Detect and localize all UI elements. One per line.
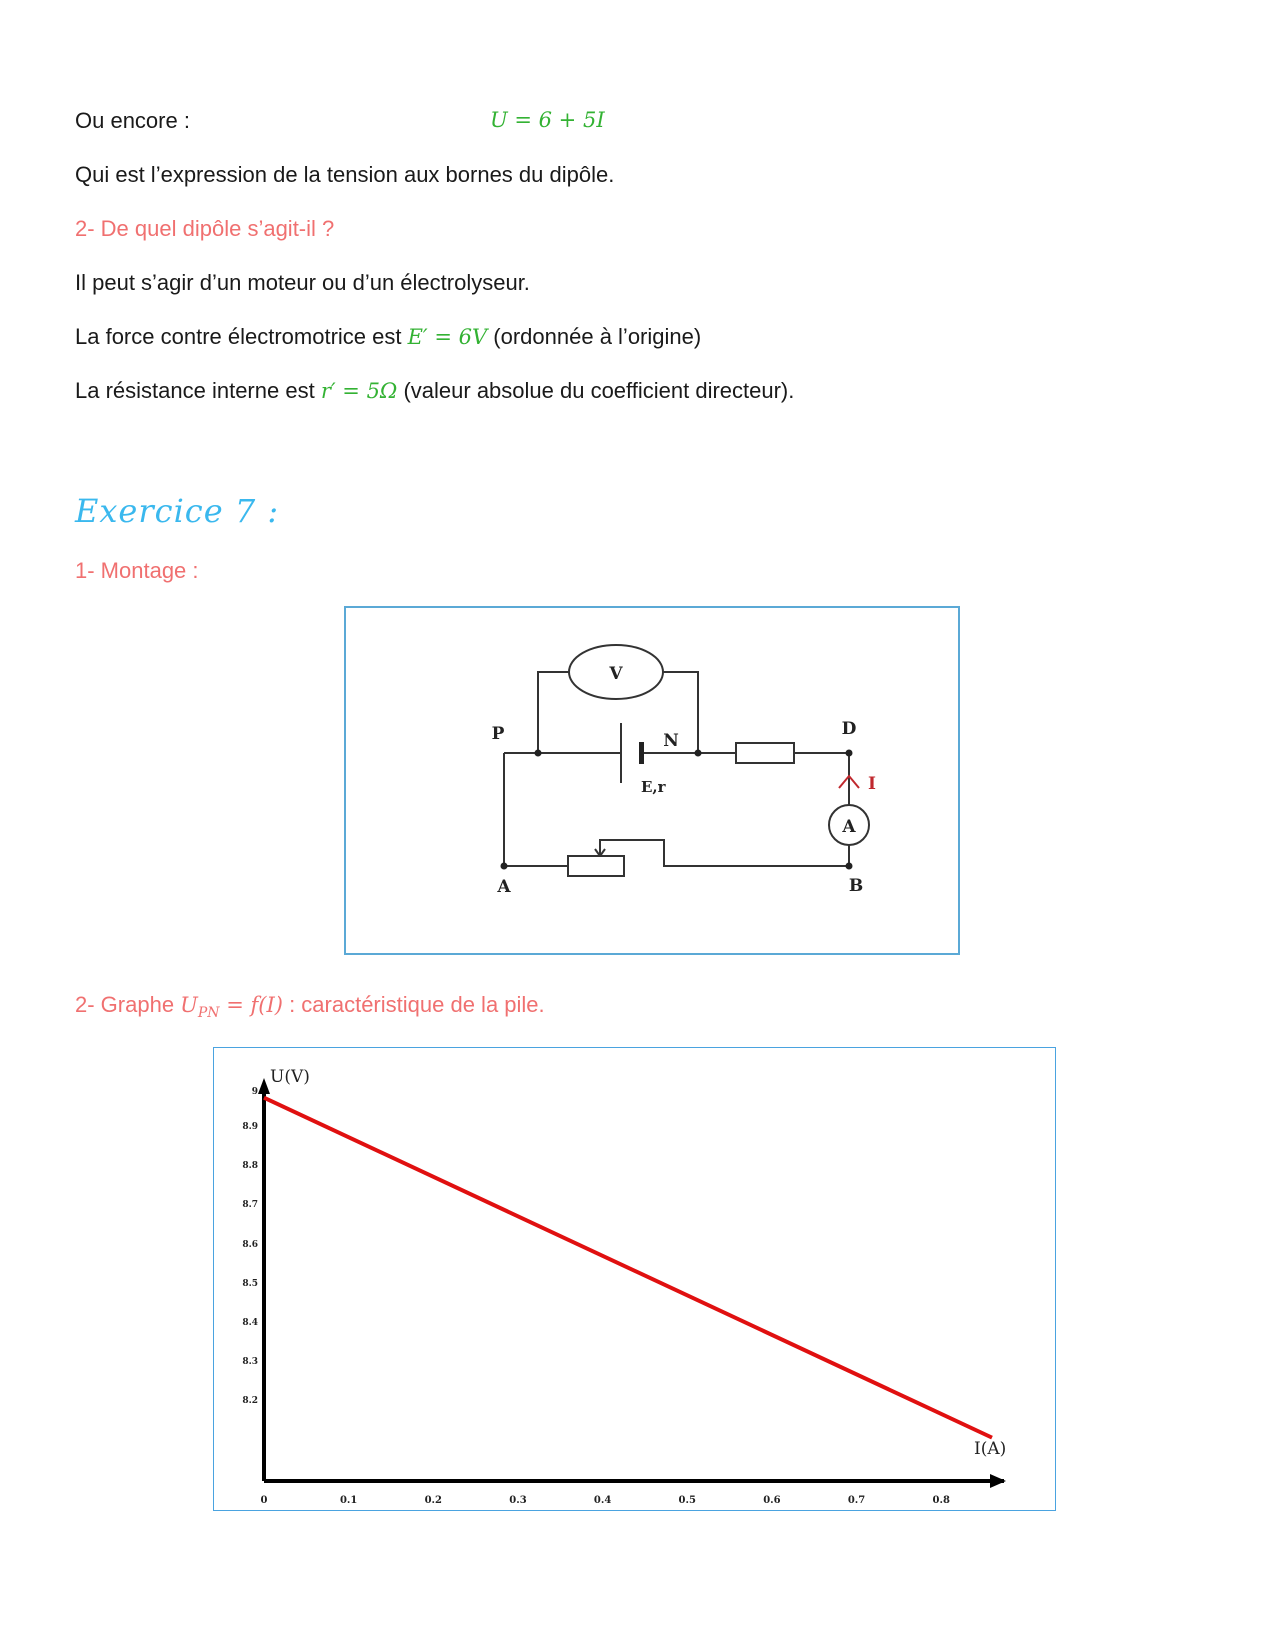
- emf-note: (ordonnée à l’origine): [487, 324, 702, 349]
- wire: [504, 753, 568, 866]
- resistor: [736, 743, 794, 763]
- resistance-note: (valeur absolue du coefficient directeur).: [397, 378, 795, 403]
- x-tick-label: 0.7: [847, 1495, 866, 1506]
- x-tick-label: 0: [260, 1495, 268, 1506]
- junction-dot: [501, 863, 508, 870]
- emf-value: E′ = 6V: [407, 325, 488, 349]
- y-tick-label: 8.7: [242, 1200, 258, 1210]
- question-heading: 2- De quel dipôle s’agit-il ?: [75, 216, 335, 241]
- resistance-line: [75, 378, 794, 404]
- junction-dot: [846, 750, 853, 757]
- y-tick-label: 8.9: [242, 1122, 258, 1132]
- voltmeter-label: V: [609, 664, 623, 684]
- step2-heading: [75, 992, 545, 1021]
- rheostat: [568, 856, 624, 876]
- y-axis-label: U(V): [270, 1067, 310, 1087]
- chart-svg: [214, 1048, 1054, 1508]
- x-axis-arrow: [990, 1474, 1006, 1488]
- emf-text: La force contre électromotrice est: [75, 324, 408, 349]
- y-axis-arrow: [258, 1078, 270, 1094]
- step2-u: U: [180, 993, 198, 1017]
- node-p-label: P: [491, 724, 505, 744]
- junction-dot: [695, 750, 702, 757]
- exercise-title: Exercice 7 :: [75, 492, 280, 530]
- junction-dot: [846, 863, 853, 870]
- equation-u: U = 6 + 5I: [490, 108, 605, 132]
- x-axis-label: I(A): [974, 1439, 1007, 1459]
- step2-sub: PN: [197, 1005, 220, 1022]
- equation-line: [75, 108, 605, 134]
- y-tick-label: 8.5: [242, 1279, 258, 1289]
- x-tick-label: 0.2: [424, 1495, 443, 1506]
- equation-label: Ou encore :: [75, 108, 190, 133]
- resistance-text: La résistance interne est: [75, 378, 321, 403]
- node-d-label: D: [841, 719, 857, 739]
- current-label: I: [868, 774, 876, 794]
- wire: [794, 753, 849, 805]
- wire: [600, 840, 849, 866]
- step2-f: = f(I): [219, 993, 283, 1017]
- node-n-label: N: [663, 731, 679, 751]
- x-tick-label: 0.5: [678, 1495, 696, 1506]
- y-tick-label: 8.3: [242, 1357, 258, 1367]
- x-tick-label: 0.1: [339, 1495, 358, 1506]
- x-tick-label: 0.6: [763, 1495, 781, 1506]
- y-tick-label: 8.2: [242, 1396, 258, 1406]
- battery-short-plate: [639, 742, 644, 764]
- step2-caption: : caractéristique de la pile.: [282, 992, 545, 1017]
- wire: [538, 672, 569, 753]
- emf-line: [75, 324, 701, 350]
- resistance-value: r′ = 5Ω: [320, 379, 398, 403]
- y-tick-label: 8.4: [242, 1318, 258, 1328]
- circuit-svg: [346, 608, 958, 953]
- step2-math: [180, 993, 283, 1022]
- junction-dot: [535, 750, 542, 757]
- step1-heading: 1- Montage :: [75, 558, 199, 583]
- x-tick-label: 0.3: [509, 1495, 527, 1506]
- text-line: Il peut s’agir d’un moteur ou d’un électrolyseur.: [75, 270, 530, 295]
- y-tick-label: 8.8: [242, 1161, 258, 1171]
- x-tick-label: 0.8: [932, 1495, 950, 1506]
- ammeter-label: A: [842, 817, 856, 837]
- battery-label: E,r: [641, 778, 666, 796]
- series-line: [264, 1098, 992, 1438]
- circuit-diagram: [344, 606, 960, 955]
- node-b-label: B: [848, 876, 864, 896]
- graph-panel: [213, 1047, 1056, 1511]
- y-tick-label: 8.6: [242, 1240, 258, 1250]
- step2-text: 2- Graphe: [75, 992, 181, 1017]
- text-line: Qui est l’expression de la tension aux bornes du dipôle.: [75, 162, 615, 187]
- x-tick-label: 0.4: [593, 1495, 612, 1506]
- node-a-label: A: [497, 877, 511, 897]
- y-tick-label: 9: [251, 1087, 258, 1097]
